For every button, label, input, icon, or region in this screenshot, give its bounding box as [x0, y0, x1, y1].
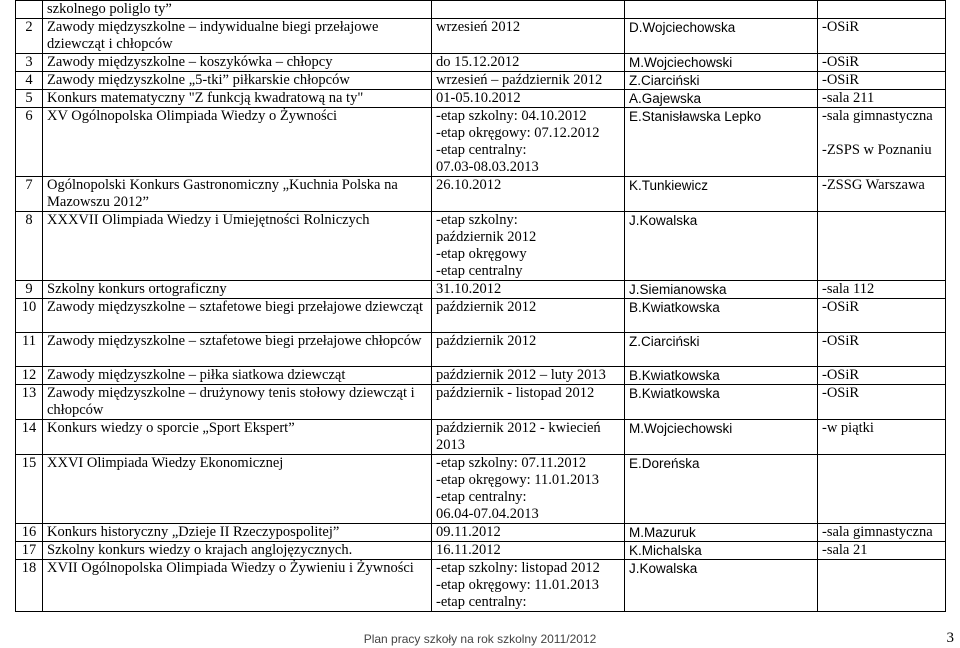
- event-place: -sala 211: [818, 90, 946, 108]
- event-date: 01-05.10.2012: [432, 90, 625, 108]
- row-number: 8: [16, 212, 43, 281]
- row-number: 9: [16, 281, 43, 299]
- event-person: M.Wojciechowski: [625, 420, 818, 455]
- row-number: 11: [16, 333, 43, 367]
- row-number: 17: [16, 542, 43, 560]
- event-name: Zawody międzyszkolne – indywidualne biegi przełajowe dziewcząt i chłopców: [43, 19, 432, 54]
- event-place: -ZSSG Warszawa: [818, 177, 946, 212]
- table-row: [16, 299, 946, 333]
- event-place: -OSiR: [818, 333, 946, 367]
- table-row: [16, 281, 946, 299]
- event-name: XXVI Olimpiada Wiedzy Ekonomicznej: [43, 455, 432, 524]
- row-number: 7: [16, 177, 43, 212]
- row-number: 2: [16, 19, 43, 54]
- event-place: -sala 112: [818, 281, 946, 299]
- event-name: Zawody międzyszkolne – piłka siatkowa dziewcząt: [43, 367, 432, 385]
- event-person: M.Mazuruk: [625, 524, 818, 542]
- table-row: [16, 455, 946, 524]
- table-row: [16, 420, 946, 455]
- event-person: B.Kwiatkowska: [625, 385, 818, 420]
- event-person: A.Gajewska: [625, 90, 818, 108]
- row-number: 6: [16, 108, 43, 177]
- event-place: [818, 455, 946, 524]
- event-date: październik 2012: [432, 333, 625, 367]
- event-person: B.Kwiatkowska: [625, 299, 818, 333]
- event-name: XXXVII Olimpiada Wiedzy i Umiejętności Rolniczych: [43, 212, 432, 281]
- table-row: [16, 72, 946, 90]
- table-row: [16, 90, 946, 108]
- event-person: D.Wojciechowska: [625, 19, 818, 54]
- event-place: [818, 1, 946, 19]
- event-name: Konkurs wiedzy o sporcie „Sport Ekspert”: [43, 420, 432, 455]
- row-number: 5: [16, 90, 43, 108]
- event-place: -sala gimnastyczna -ZSPS w Poznaniu: [818, 108, 946, 177]
- event-name: Zawody międzyszkolne – drużynowy tenis stołowy dziewcząt i chłopców: [43, 385, 432, 420]
- event-name: Szkolny konkurs wiedzy o krajach anglojęzycznych.: [43, 542, 432, 560]
- event-person: K.Michalska: [625, 542, 818, 560]
- event-date: [432, 1, 625, 19]
- row-number: 16: [16, 524, 43, 542]
- event-date: 09.11.2012: [432, 524, 625, 542]
- events-table-body: [16, 1, 946, 612]
- table-row: [16, 54, 946, 72]
- event-person: [625, 1, 818, 19]
- row-number: 10: [16, 299, 43, 333]
- row-number: 18: [16, 560, 43, 612]
- event-name: XVII Ogólnopolska Olimpiada Wiedzy o Żywieniu i Żywności: [43, 560, 432, 612]
- event-place: -w piątki: [818, 420, 946, 455]
- event-name: Zawody międzyszkolne – sztafetowe biegi przełajowe chłopców: [43, 333, 432, 367]
- row-number: 13: [16, 385, 43, 420]
- event-date: 16.11.2012: [432, 542, 625, 560]
- event-person: J.Siemianowska: [625, 281, 818, 299]
- event-date: wrzesień 2012: [432, 19, 625, 54]
- page-footer: [0, 630, 960, 648]
- table-row: [16, 524, 946, 542]
- event-person: M.Wojciechowski: [625, 54, 818, 72]
- event-place: -OSiR: [818, 54, 946, 72]
- event-date: -etap szkolny: 07.11.2012 -etap okręgowy: 11.01.2013 -etap centralny: 06.04-07.04.2013: [432, 455, 625, 524]
- row-number: 4: [16, 72, 43, 90]
- event-date: październik - listopad 2012: [432, 385, 625, 420]
- row-number: 12: [16, 367, 43, 385]
- table-row: [16, 177, 946, 212]
- table-row: [16, 1, 946, 19]
- event-name: XV Ogólnopolska Olimpiada Wiedzy o Żywności: [43, 108, 432, 177]
- row-number: 3: [16, 54, 43, 72]
- event-date: -etap szkolny: październik 2012 -etap okręgowy -etap centralny: [432, 212, 625, 281]
- footer-title: Plan pracy szkoły na rok szkolny 2011/2012: [363, 632, 597, 646]
- events-table: [15, 0, 946, 612]
- event-date: -etap szkolny: listopad 2012 -etap okręgowy: 11.01.2013 -etap centralny:: [432, 560, 625, 612]
- row-number: 15: [16, 455, 43, 524]
- event-person: E.Doreńska: [625, 455, 818, 524]
- row-number: [16, 1, 43, 19]
- event-person: E.Stanisławska Lepko: [625, 108, 818, 177]
- event-person: J.Kowalska: [625, 560, 818, 612]
- event-date: 26.10.2012: [432, 177, 625, 212]
- event-person: B.Kwiatkowska: [625, 367, 818, 385]
- page-number: 3: [946, 630, 954, 646]
- event-person: K.Tunkiewicz: [625, 177, 818, 212]
- event-place: -OSiR: [818, 19, 946, 54]
- event-date: -etap szkolny: 04.10.2012 -etap okręgowy: 07.12.2012 -etap centralny: 07.03-08.03.2013: [432, 108, 625, 177]
- event-date: wrzesień – październik 2012: [432, 72, 625, 90]
- event-date: do 15.12.2012: [432, 54, 625, 72]
- event-date: 31.10.2012: [432, 281, 625, 299]
- event-date: październik 2012 - kwiecień 2013: [432, 420, 625, 455]
- event-person: J.Kowalska: [625, 212, 818, 281]
- event-name: Zawody międzyszkolne – sztafetowe biegi przełajowe dziewcząt: [43, 299, 432, 333]
- event-place: -OSiR: [818, 72, 946, 90]
- row-number: 14: [16, 420, 43, 455]
- event-place: -OSiR: [818, 367, 946, 385]
- table-row: [16, 108, 946, 177]
- event-date: październik 2012 – luty 2013: [432, 367, 625, 385]
- event-name: szkolnego poliglo ty”: [43, 1, 432, 19]
- event-name: Ogólnopolski Konkurs Gastronomiczny „Kuchnia Polska na Mazowszu 2012”: [43, 177, 432, 212]
- event-name: Zawody międzyszkolne – koszykówka – chłopcy: [43, 54, 432, 72]
- table-row: [16, 542, 946, 560]
- event-person: Z.Ciarciński: [625, 333, 818, 367]
- table-row: [16, 560, 946, 612]
- table-row: [16, 212, 946, 281]
- event-place: -OSiR: [818, 385, 946, 420]
- event-name: Zawody międzyszkolne „5-tki” piłkarskie chłopców: [43, 72, 432, 90]
- event-person: Z.Ciarciński: [625, 72, 818, 90]
- table-row: [16, 333, 946, 367]
- table-row: [16, 367, 946, 385]
- event-name: Szkolny konkurs ortograficzny: [43, 281, 432, 299]
- table-row: [16, 19, 946, 54]
- event-place: -OSiR: [818, 299, 946, 333]
- event-place: [818, 560, 946, 612]
- event-place: -sala 21: [818, 542, 946, 560]
- table-row: [16, 385, 946, 420]
- event-name: Konkurs matematyczny "Z funkcją kwadratową na ty": [43, 90, 432, 108]
- event-place: -sala gimnastyczna: [818, 524, 946, 542]
- event-name: Konkurs historyczny „Dzieje II Rzeczypospolitej”: [43, 524, 432, 542]
- event-date: październik 2012: [432, 299, 625, 333]
- event-place: [818, 212, 946, 281]
